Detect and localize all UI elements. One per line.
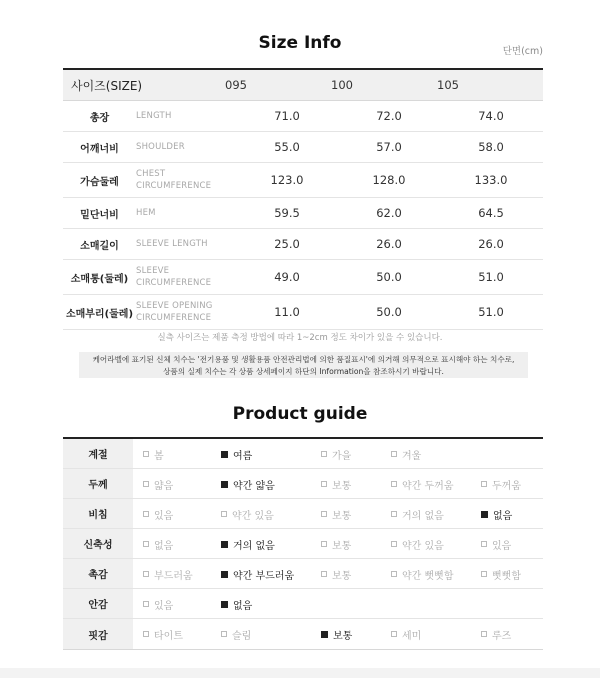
notice-line-1: 케어라벨에 표기된 신체 치수는 '전기용품 및 생활용품 안전관리법에 의한 품질표시'에 의거해 의무적으로 표시해야 하는 치수로, [92, 355, 515, 364]
guide-option [321, 619, 352, 649]
measurement-name-ko: 소매길이 [80, 240, 119, 252]
size-row [63, 132, 543, 163]
guide-option-label: 없음 [154, 540, 174, 552]
guide-row [63, 619, 543, 649]
size-value: 26.0 [478, 237, 504, 251]
empty-box-icon [321, 451, 327, 457]
measurement-name-ko: 소매부리(둘레) [65, 308, 134, 320]
guide-option [391, 499, 444, 529]
size-table [63, 68, 543, 330]
empty-box-icon [221, 631, 227, 637]
size-value: 128.0 [372, 173, 406, 187]
care-label-notice [79, 352, 528, 378]
guide-option [221, 499, 274, 529]
guide-option [391, 529, 444, 559]
guide-option-label: 거의 없음 [402, 510, 444, 522]
guide-row [63, 529, 543, 559]
guide-option [391, 619, 421, 649]
size-value: 50.0 [376, 305, 402, 319]
measurement-name-ko: 가슴둘레 [80, 176, 119, 188]
guide-option [481, 619, 511, 649]
guide-option [143, 439, 164, 469]
guide-row-label: 두께 [63, 469, 133, 498]
guide-option-label: 부드러움 [154, 570, 193, 582]
measurement-name-en: SLEEVE OPENING CIRCUMFERENCE [136, 301, 213, 323]
guide-option [481, 529, 511, 559]
guide-option [481, 559, 521, 589]
guide-row-label: 계절 [63, 439, 133, 468]
empty-box-icon [391, 451, 397, 457]
size-row [63, 260, 543, 295]
checked-box-icon [321, 631, 328, 638]
size-row [63, 295, 543, 330]
size-value: 55.0 [274, 140, 300, 154]
guide-option-label: 세미 [402, 630, 422, 642]
checked-box-icon [221, 571, 228, 578]
measurement-name-en: HEM [136, 208, 156, 218]
guide-row [63, 469, 543, 499]
empty-box-icon [221, 511, 227, 517]
guide-option [321, 439, 351, 469]
empty-box-icon [143, 571, 149, 577]
empty-box-icon [143, 511, 149, 517]
size-table-header [63, 70, 543, 101]
guide-option [321, 469, 351, 499]
guide-option-label: 없음 [493, 510, 513, 522]
guide-option-label: 보통 [332, 540, 352, 552]
guide-option [221, 469, 275, 499]
checked-box-icon [221, 541, 228, 548]
guide-option [221, 589, 252, 619]
measurement-name-ko: 총장 [89, 112, 110, 124]
guide-option [143, 499, 173, 529]
guide-row-label: 핏감 [63, 619, 133, 649]
guide-option-label: 보통 [332, 570, 352, 582]
guide-option-label: 타이트 [154, 630, 183, 642]
guide-option [143, 559, 193, 589]
guide-option [481, 499, 512, 529]
guide-options [133, 439, 543, 468]
size-value: 26.0 [376, 237, 402, 251]
empty-box-icon [143, 631, 149, 637]
empty-box-icon [481, 631, 487, 637]
size-value: 62.0 [376, 206, 402, 220]
guide-option-label: 보통 [332, 480, 352, 492]
size-value: 74.0 [478, 109, 504, 123]
checked-box-icon [481, 511, 488, 518]
guide-option [391, 559, 453, 589]
size-value: 123.0 [270, 173, 304, 187]
size-column-105: 105 [437, 78, 459, 92]
size-value: 51.0 [478, 305, 504, 319]
guide-option-label: 보통 [333, 630, 353, 642]
guide-options [133, 469, 543, 498]
guide-option-label: 겨울 [402, 450, 422, 462]
size-row [63, 229, 543, 260]
empty-box-icon [391, 481, 397, 487]
empty-box-icon [143, 541, 149, 547]
size-row [63, 163, 543, 198]
size-row [63, 198, 543, 229]
size-row [63, 101, 543, 132]
guide-option [143, 469, 173, 499]
guide-option-label: 여름 [233, 450, 253, 462]
checked-box-icon [221, 601, 228, 608]
guide-option-label: 얇음 [154, 480, 174, 492]
guide-option-label: 약간 있음 [232, 510, 274, 522]
guide-option-label: 루즈 [492, 630, 512, 642]
guide-row-label: 촉감 [63, 559, 133, 588]
size-column-100: 100 [331, 78, 353, 92]
guide-option-label: 약간 두꺼움 [402, 480, 454, 492]
guide-options [133, 499, 543, 528]
product-guide-table [63, 437, 543, 650]
empty-box-icon [481, 571, 487, 577]
size-header-label: 사이즈(SIZE) [71, 78, 143, 93]
size-value: 72.0 [376, 109, 402, 123]
guide-option-label: 가을 [332, 450, 352, 462]
guide-option-label: 약간 뻣뻣함 [402, 570, 454, 582]
guide-option [143, 589, 173, 619]
size-value: 57.0 [376, 140, 402, 154]
size-value: 50.0 [376, 270, 402, 284]
unit-label: 단면(cm) [502, 46, 543, 57]
empty-box-icon [143, 481, 149, 487]
guide-row [63, 499, 543, 529]
size-value: 64.5 [478, 206, 504, 220]
guide-option [143, 619, 183, 649]
empty-box-icon [143, 601, 149, 607]
measurement-name-en: LENGTH [136, 111, 172, 121]
guide-option [321, 559, 351, 589]
size-info-title: Size Info [258, 33, 342, 53]
guide-option-label: 있음 [492, 540, 512, 552]
empty-box-icon [391, 511, 397, 517]
size-value: 58.0 [478, 140, 504, 154]
guide-option-label: 뻣뻣함 [492, 570, 521, 582]
size-value: 133.0 [474, 173, 508, 187]
empty-box-icon [481, 481, 487, 487]
measurement-name-en: SHOULDER [136, 142, 185, 152]
guide-option-label: 슬림 [232, 630, 252, 642]
guide-row-label: 안감 [63, 589, 133, 618]
empty-box-icon [321, 511, 327, 517]
product-guide-title: Product guide [232, 404, 368, 424]
empty-box-icon [321, 541, 327, 547]
guide-option [391, 439, 421, 469]
measurement-name-ko: 어깨너비 [80, 143, 119, 155]
empty-box-icon [391, 571, 397, 577]
empty-box-icon [391, 541, 397, 547]
size-column-095: 095 [225, 78, 247, 92]
size-value: 59.5 [274, 206, 300, 220]
measurement-name-en: SLEEVE CIRCUMFERENCE [136, 266, 212, 288]
guide-option [481, 469, 521, 499]
empty-box-icon [143, 451, 149, 457]
guide-option [221, 619, 251, 649]
guide-options [133, 559, 543, 588]
notice-line-2: 상품의 실제 치수는 각 상품 상세페이지 하단의 Information을 참조하시기 바랍니다. [163, 366, 444, 376]
guide-row-label: 비침 [63, 499, 133, 528]
guide-option-label: 약간 있음 [402, 540, 444, 552]
guide-option [221, 439, 252, 469]
guide-option [221, 559, 294, 589]
guide-option-label: 있음 [154, 510, 174, 522]
size-value: 49.0 [274, 270, 300, 284]
guide-options [133, 529, 543, 558]
guide-option-label: 있음 [154, 600, 174, 612]
empty-box-icon [481, 541, 487, 547]
footer-divider [0, 668, 600, 678]
guide-option-label: 약간 얇음 [233, 480, 275, 492]
size-value: 71.0 [274, 109, 300, 123]
empty-box-icon [391, 631, 397, 637]
guide-row [63, 559, 543, 589]
measurement-name-en: CHEST CIRCUMFERENCE [136, 169, 212, 191]
measurement-note: 실측 사이즈는 제품 측정 방법에 따라 1~2cm 정도 차이가 있을 수 있습니다. [157, 333, 443, 343]
measurement-name-en: SLEEVE LENGTH [136, 239, 208, 249]
guide-option [321, 529, 351, 559]
measurement-name-ko: 밑단너비 [80, 209, 119, 221]
empty-box-icon [321, 481, 327, 487]
empty-box-icon [321, 571, 327, 577]
guide-option-label: 봄 [154, 450, 164, 462]
size-value: 51.0 [478, 270, 504, 284]
guide-option-label: 보통 [332, 510, 352, 522]
size-value: 11.0 [274, 305, 300, 319]
guide-row-label: 신축성 [63, 529, 133, 558]
measurement-name-ko: 소매통(둘레) [70, 273, 129, 285]
guide-option-label: 없음 [233, 600, 253, 612]
guide-option-label: 두꺼움 [492, 480, 521, 492]
guide-options [133, 589, 543, 618]
guide-option-label: 거의 없음 [233, 540, 275, 552]
guide-row [63, 589, 543, 619]
guide-options [133, 619, 543, 648]
guide-row [63, 439, 543, 469]
checked-box-icon [221, 481, 228, 488]
size-value: 25.0 [274, 237, 300, 251]
guide-option [221, 529, 275, 559]
guide-option [143, 529, 173, 559]
guide-option [391, 469, 453, 499]
guide-option-label: 약간 부드러움 [233, 570, 295, 582]
checked-box-icon [221, 451, 228, 458]
guide-option [321, 499, 351, 529]
